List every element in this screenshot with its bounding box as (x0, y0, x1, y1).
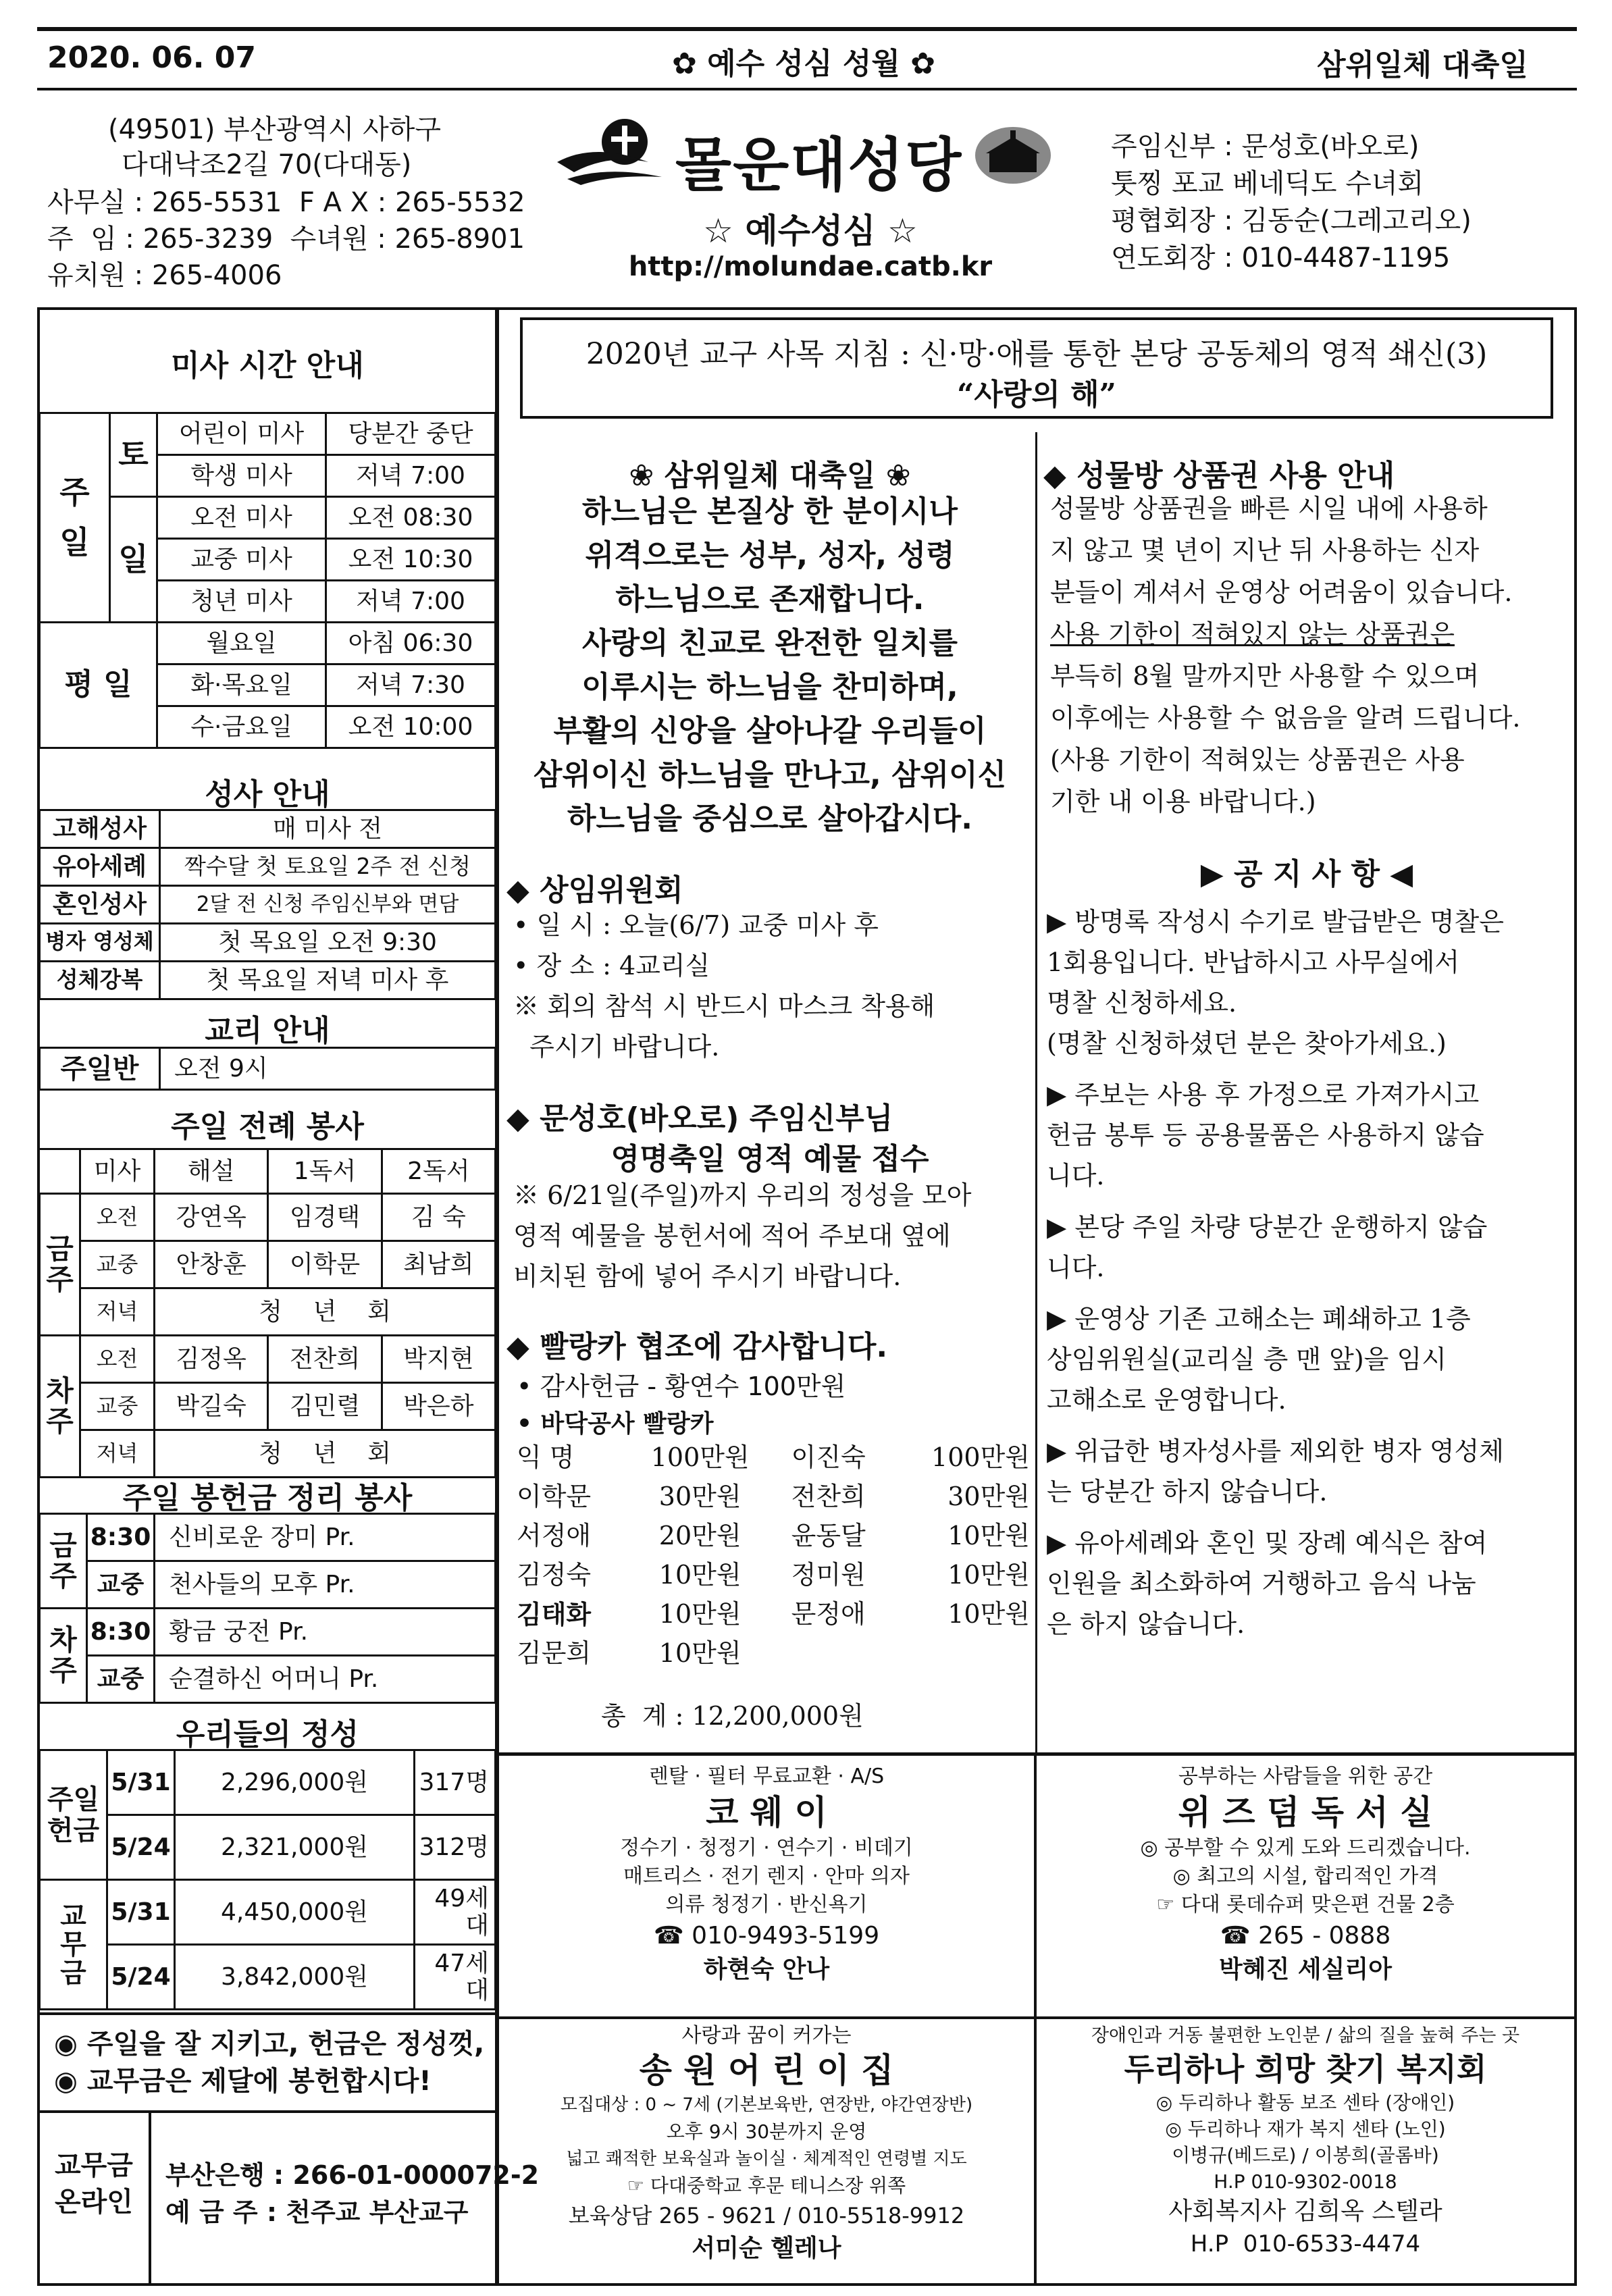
offering-date: 5/31 (107, 1750, 175, 1815)
account-holder: 예 금 주 : 천주교 부산교구 (165, 2197, 469, 2227)
notice-line: 니다. (1047, 1161, 1105, 1191)
sacrament-info: 2달 전 신청 주임신부와 면담 (160, 886, 496, 924)
ad-line: 정수기 · 청정기 · 연수기 · 비데기 (620, 1836, 913, 1860)
notice-line: 명찰 신청하세요. (1047, 988, 1237, 1018)
ad-phone: 보육상담 265 - 9621 / 010-5518-9912 (568, 2203, 965, 2228)
nameday-line: ※ 6/21일(주일)까지 우리의 정성을 모아 (513, 1180, 972, 1210)
thanks-line2: • 바닥공사 빨랑카 (517, 1410, 714, 1438)
trinity-title: ❀ 삼위일체 대축일 ❀ (629, 459, 911, 493)
offering-group: 신비로운 장미 Pr. (155, 1514, 496, 1561)
liturgy-head: 해설 (155, 1149, 268, 1194)
sacrament-title: 성사 안내 (205, 777, 330, 812)
guideline-line1: 2020년 교구 사목 지침 : 신·망·애를 통한 본당 공동체의 영적 쇄신(3) (586, 337, 1488, 371)
sacrament-name: 고해성사 (40, 810, 160, 848)
donor-name: 이학문 (517, 1482, 592, 1512)
donor-amount: 10만원 (947, 1521, 1030, 1551)
committee-title: ◆ 상임위원회 (506, 873, 683, 908)
liturgy-cell: 강연옥 (155, 1194, 268, 1241)
shop-text (1050, 488, 1521, 823)
church-name: 몰운대성당 (675, 132, 963, 199)
notice-line: 상임위원실(교리실 층 맨 앞)을 임시 (1047, 1345, 1447, 1374)
sunday-day-label: 일 (110, 497, 157, 623)
donor-name: 익 명 (517, 1442, 575, 1473)
ad-line: 모집대상 : 0 ~ 7세 (기본보육반, 연장반, 야간연장반) (560, 2095, 973, 2115)
sacrament-info: 첫 목요일 오전 9:30 (160, 924, 496, 962)
mass-name: 학생 미사 (157, 455, 326, 497)
liturgy-cell: 최남희 (382, 1241, 495, 1288)
donor-amount: 10만원 (658, 1638, 742, 1669)
ad-line: 넓고 쾌적한 보육실과 놀이실 · 체계적인 연령별 지도 (566, 2149, 967, 2169)
ad-title: 코 웨 이 (706, 1793, 827, 1832)
sacrament-table (38, 809, 496, 1000)
liturgy-cell: 청 년 회 (155, 1288, 496, 1336)
mass-title: 미사 시간 안내 (171, 348, 364, 383)
ad-line: 사랑과 꿈이 커가는 (681, 2024, 852, 2047)
notice-line: 는 당분간 하지 않습니다. (1047, 1477, 1328, 1507)
donor-name: 서정애 (517, 1521, 592, 1551)
issue-date: 2020. 06. 07 (47, 41, 256, 75)
notice-line: ▶ 운영상 기존 고해소는 폐쇄하고 1층 (1047, 1304, 1471, 1334)
nameday-title: ◆ 문성호(바오로) 주임신부님 (506, 1101, 893, 1136)
mass-name: 수·금요일 (157, 706, 326, 748)
ad-line: 공부하는 사람들을 위한 공간 (1178, 1765, 1433, 1788)
ad-daycare-text (500, 2023, 1033, 2266)
offering-amount: 2,321,000원 (175, 1815, 415, 1880)
shop-line: 사용 기한이 적혀있지 않는 상품권은 (1050, 619, 1455, 649)
nameday-line: 비치된 함에 넣어 주시기 바랍니다. (513, 1261, 902, 1291)
notice-line: 은 하지 않습니다. (1047, 1609, 1245, 1639)
mass-name: 오전 미사 (157, 497, 326, 539)
mass-time: 저녁 7:00 (326, 581, 496, 623)
mass-time: 저녁 7:30 (326, 664, 496, 706)
this-week-label: 금 주 (40, 1514, 87, 1609)
liturgy-cell: 박지현 (382, 1336, 495, 1383)
notices-text (1047, 902, 1504, 1644)
offering-count: 49세대 (415, 1880, 496, 1945)
sincerity-title: 우리들의 정성 (176, 1717, 359, 1752)
liturgy-head: 미사 (80, 1149, 155, 1194)
donor-amount: 10만원 (658, 1560, 742, 1590)
weekday-label: 평 일 (40, 623, 157, 748)
liturgy-cell: 저녁 (80, 1430, 155, 1478)
donor-name: 윤동달 (791, 1521, 866, 1551)
donor-name: 이진숙 (791, 1442, 866, 1473)
donor-amount: 10만원 (947, 1560, 1030, 1590)
mass-time: 당분간 중단 (326, 413, 496, 455)
offering-date: 5/24 (107, 1945, 175, 2010)
mass-name: 청년 미사 (157, 581, 326, 623)
notice-line: ▶ 본당 주일 차량 당분간 운행하지 않습 (1047, 1212, 1488, 1242)
mass-time: 오전 10:00 (326, 706, 496, 748)
offering-group: 황금 궁전 Pr. (155, 1609, 496, 1656)
parish-due-label: 교 무 금 (40, 1880, 107, 2010)
donor-amount: 10만원 (947, 1599, 1030, 1629)
shop-line: 기한 내 이용 바랍니다.) (1050, 787, 1316, 816)
offering-date: 5/24 (107, 1815, 175, 1880)
liturgy-cell: 김 숙 (382, 1194, 495, 1241)
doctrine-title: 교리 안내 (205, 1014, 330, 1048)
committee-line: • 장 소 : 4교리실 (513, 951, 710, 981)
pastor-info: 주임신부 : 문성호(바오로) (1111, 131, 1420, 162)
nameday-line: 영적 예물을 봉헌서에 적어 주보대 옆에 (513, 1221, 951, 1251)
doctrine-label: 주일반 (40, 1048, 160, 1090)
notices-title: ▶ 공 지 사 항 ◀ (1200, 857, 1413, 891)
mass-name: 교중 미사 (157, 539, 326, 581)
church-motto: ☆ 예수성심 ☆ (703, 211, 918, 251)
notice-line: 1회용입니다. 반납하시고 사무실에서 (1047, 947, 1460, 977)
ad-title: 송 원 어 린 이 집 (639, 2051, 894, 2090)
notice-line: 인원을 최소화하여 거행하고 음식 나눔 (1047, 1569, 1476, 1598)
office-phone: 사무실 : 265-5531 F A X : 265-5532 (47, 187, 525, 218)
liturgy-table (38, 1148, 496, 1478)
mass-name: 월요일 (157, 623, 326, 664)
liturgy-cell: 오전 (80, 1194, 155, 1241)
ad-contact: 하현숙 안나 (703, 1956, 830, 1983)
nameday-text (513, 1175, 972, 1297)
liturgy-cell: 박길숙 (155, 1383, 268, 1430)
ad-line: 렌탈 · 필터 무료교환 · A/S (648, 1765, 885, 1788)
donor-name: 김태화 (517, 1599, 592, 1630)
nameday-subtitle: 영명축일 영적 예물 접수 (610, 1142, 929, 1176)
offering-table (38, 1513, 496, 1704)
donor-name: 김정숙 (517, 1560, 592, 1590)
ad-line: ☞ 다대중학교 후문 테니스장 위쪽 (627, 2174, 906, 2197)
ad-line: 매트리스 · 전기 렌지 · 안마 의자 (623, 1864, 910, 1888)
liturgy-cell: 김정옥 (155, 1336, 268, 1383)
committee-line: • 일 시 : 오늘(6/7) 교중 미사 후 (513, 910, 879, 940)
sacrament-name: 유아세례 (40, 848, 160, 886)
church-logo-icon (554, 115, 669, 189)
donor-name: 정미원 (791, 1560, 866, 1590)
liturgy-title: 주일 전례 봉사 (171, 1110, 364, 1144)
reminder-line1: ◉ 주일을 잘 지키고, 헌금은 정성껏, (54, 2029, 485, 2060)
ad-line: ◎ 두리하나 재가 복지 센타 (노인) (1165, 2118, 1446, 2140)
liturgy-head: 1독서 (268, 1149, 382, 1194)
offering-time: 8:30 (87, 1609, 155, 1656)
committee-line: ※ 회의 참석 시 반드시 마스크 착용해 (513, 991, 935, 1021)
offering-amount: 4,450,000원 (175, 1880, 415, 1945)
shop-line: 부득히 8월 말까지만 사용할 수 있으며 (1050, 661, 1480, 691)
mass-table (38, 412, 496, 749)
doctrine-value: 오전 9시 (160, 1048, 496, 1090)
mass-time: 아침 06:30 (326, 623, 496, 664)
ad-contact: 박혜진 세실리아 (1219, 1956, 1392, 1983)
offering-time: 교중 (87, 1561, 155, 1609)
shop-title: ◆ 성물방 상품권 사용 안내 (1043, 459, 1395, 493)
donor-name: 김문희 (517, 1638, 592, 1669)
liturgy-cell: 교중 (80, 1383, 155, 1430)
address-line1: (49501) 부산광역시 사하구 (108, 114, 442, 145)
ad-wisdom-text (1037, 1763, 1574, 1987)
thanks-line1: • 감사헌금 - 황연수 100만원 (517, 1372, 846, 1401)
offering-time: 8:30 (87, 1514, 155, 1561)
liturgy-cell: 안창훈 (155, 1241, 268, 1288)
offering-date: 5/31 (107, 1880, 175, 1945)
shop-line: 분들이 계셔서 운영상 어려움이 있습니다. (1050, 577, 1513, 607)
ad-line: ◎ 두리하나 활동 보조 센타 (장애인) (1155, 2091, 1455, 2114)
notice-line: 니다. (1047, 1253, 1105, 1282)
feast-title: 삼위일체 대축일 (1317, 48, 1528, 82)
ad-line: 의류 청정기 · 반신욕기 (665, 1893, 868, 1916)
donor-amount: 30만원 (658, 1482, 742, 1512)
liturgy-cell: 교중 (80, 1241, 155, 1288)
trinity-line: 하느님으로 존재합니다. (615, 582, 925, 617)
ad-line: 이병규(베드로) / 이봉희(골롬바) (1172, 2144, 1439, 2166)
youth-info: 연도회장 : 010-4487-1195 (1111, 242, 1451, 273)
liturgy-cell: 김민렬 (268, 1383, 382, 1430)
sunday-label: 주 일 (40, 413, 110, 623)
notice-line: (명찰 신청하셨던 분은 찾아가세요.) (1047, 1028, 1447, 1058)
shop-line: (사용 기한이 적혀있는 상품권은 사용 (1050, 745, 1465, 775)
donor-amount: 100만원 (650, 1442, 750, 1473)
donor-amount: 20만원 (658, 1521, 742, 1551)
council-info: 평협회장 : 김동순(그레고리오) (1111, 205, 1472, 236)
sincerity-table (38, 1749, 496, 2010)
church-url[interactable]: http://molundae.catb.kr (628, 251, 993, 282)
this-week-label: 금 주 (40, 1194, 80, 1336)
donor-amount: 10만원 (658, 1599, 742, 1629)
sacrament-name: 혼인성사 (40, 886, 160, 924)
committee-text (513, 905, 935, 1067)
nuns-info: 툿찡 포교 베네딕도 수녀회 (1111, 168, 1424, 199)
liturgy-cell: 이학문 (268, 1241, 382, 1288)
ad-line: 오후 9시 30분까지 운영 (666, 2120, 867, 2143)
sacrament-info: 매 미사 전 (160, 810, 496, 848)
liturgy-cell: 전찬희 (268, 1336, 382, 1383)
sacrament-info: 첫 목요일 저녁 미사 후 (160, 962, 496, 999)
bank-account: 부산은행 : 266-01-000072-2 (165, 2160, 540, 2190)
mass-name: 화·목요일 (157, 664, 326, 706)
ad-line: ◎ 공부할 수 있게 도와 드리겠습니다. (1140, 1836, 1471, 1860)
saturday-label: 토 (110, 413, 157, 497)
notice-line: ▶ 위급한 병자성사를 제외한 병자 영성체 (1047, 1436, 1504, 1466)
offering-group: 순결하신 어머니 Pr. (155, 1656, 496, 1703)
address-line2: 다대낙조2길 70(다대동) (122, 149, 412, 180)
reminder-line2: ◉ 교무금은 제달에 봉헌합시다! (54, 2066, 432, 2097)
ad-line: ◎ 최고의 시설, 합리적인 가격 (1172, 1864, 1438, 1888)
ad-welfare-text (1037, 2023, 1574, 2260)
trinity-line: 사랑의 친교로 완전한 일치를 (581, 626, 958, 660)
liturgy-cell: 임경택 (268, 1194, 382, 1241)
liturgy-cell: 저녁 (80, 1288, 155, 1336)
mass-time: 오전 08:30 (326, 497, 496, 539)
trinity-line: 하느님은 본질상 한 분이시나 (581, 494, 958, 529)
ad-contact: 서미순 헬레나 (692, 2235, 841, 2262)
donor-name: 문정애 (791, 1599, 866, 1629)
trinity-line: 삼위이신 하느님을 만나고, 삼위이신 (533, 758, 1007, 792)
ad-line: 장애인과 거동 불편한 노인분 / 삶의 질을 높혀 주는 곳 (1091, 2025, 1520, 2046)
shop-line: 지 않고 몇 년이 지난 뒤 사용하는 신자 (1050, 536, 1480, 565)
notice-line: 고해소로 운영합니다. (1047, 1385, 1286, 1415)
ad-line: H.P 010-9302-0018 (1214, 2170, 1397, 2193)
ad-coway-text (500, 1763, 1033, 1987)
sacrament-info: 짝수달 첫 토요일 2주 전 신청 (160, 848, 496, 886)
kinder-phone: 유치원 : 265-4006 (47, 260, 282, 291)
guideline-line2: “사랑의 해” (957, 377, 1116, 412)
sacrament-name: 성체강복 (40, 962, 160, 999)
offering-count: 312명 (415, 1815, 496, 1880)
donor-amount: 30만원 (947, 1482, 1030, 1512)
ad-contact: 사회복지사 김희옥 스텔라 (1168, 2197, 1442, 2225)
notice-line: ▶ 주보는 사용 후 가정으로 가져가시고 (1047, 1080, 1480, 1110)
liturgy-cell: 청 년 회 (155, 1430, 496, 1478)
offering-amount: 2,296,000원 (175, 1750, 415, 1815)
offering-count: 47세대 (415, 1945, 496, 2010)
ad-line: ☞ 다대 롯데슈퍼 맞은편 건물 2층 (1156, 1893, 1455, 1916)
committee-line: 주시기 바랍니다. (513, 1032, 720, 1062)
season-title: ✿ 예수 성심 성월 ✿ (671, 47, 936, 81)
liturgy-head: 2독서 (382, 1149, 495, 1194)
trinity-line: 하느님을 중심으로 살아갑시다. (567, 802, 972, 836)
offering-title: 주일 봉헌금 정리 봉사 (122, 1481, 413, 1515)
ad-title: 두리하나 희망 찾기 복지회 (1124, 2051, 1487, 2087)
donor-name: 전찬희 (791, 1482, 866, 1512)
donor-table (517, 1438, 1030, 1673)
shop-line: 이후에는 사용할 수 없음을 알려 드립니다. (1050, 703, 1521, 733)
ad-title: 위 즈 덤 독 서 실 (1178, 1793, 1433, 1832)
ad-phone: ☎ 010-9493-5199 (653, 1922, 880, 1950)
offering-time: 교중 (87, 1656, 155, 1703)
donor-amount: 100만원 (931, 1442, 1030, 1473)
offering-group: 천사들의 모후 Pr. (155, 1561, 496, 1609)
sunday-offering-label: 주일 헌금 (40, 1750, 107, 1880)
next-week-label: 차 주 (40, 1609, 87, 1703)
trinity-line: 이루시는 하느님을 찬미하며, (581, 670, 958, 704)
offering-count: 317명 (415, 1750, 496, 1815)
thanks-title: ◆ 빨랑카 협조에 감사합니다. (506, 1330, 888, 1364)
doctrine-table (38, 1047, 496, 1091)
notice-line: ▶ 방명록 작성시 수기로 발급받은 명찰은 (1047, 907, 1504, 937)
donation-total: 총 계 : 12,200,000원 (601, 1701, 864, 1731)
ad-phone: ☎ 265 - 0888 (1220, 1922, 1391, 1950)
next-week-label: 차 주 (40, 1336, 80, 1478)
trinity-line: 부활의 신앙을 살아나갈 우리들이 (553, 714, 987, 748)
mass-time: 오전 10:30 (326, 539, 496, 581)
mass-name: 어린이 미사 (157, 413, 326, 455)
notice-line: 헌금 봉투 등 공용물품은 사용하지 않습 (1047, 1120, 1484, 1150)
online-label: 교무금 온라인 (55, 2150, 133, 2218)
trinity-text (506, 490, 1033, 841)
notice-line: ▶ 유아세례와 혼인 및 장례 예식은 참여 (1047, 1528, 1488, 1558)
mass-time: 저녁 7:00 (326, 455, 496, 497)
sacrament-name: 병자 영성체 (40, 924, 160, 962)
shop-line: 성물방 상품권을 빠른 시일 내에 사용하 (1050, 494, 1488, 523)
liturgy-cell: 오전 (80, 1336, 155, 1383)
ad-phone: H.P 010-6533-4474 (1190, 2230, 1421, 2258)
church-building-icon (972, 125, 1054, 186)
liturgy-cell: 박은하 (382, 1383, 495, 1430)
offering-amount: 3,842,000원 (175, 1945, 415, 2010)
rectory-phone: 주 임 : 265-3239 수녀원 : 265-8901 (47, 224, 525, 255)
trinity-line: 위격으로는 성부, 성자, 성령 (585, 538, 955, 573)
